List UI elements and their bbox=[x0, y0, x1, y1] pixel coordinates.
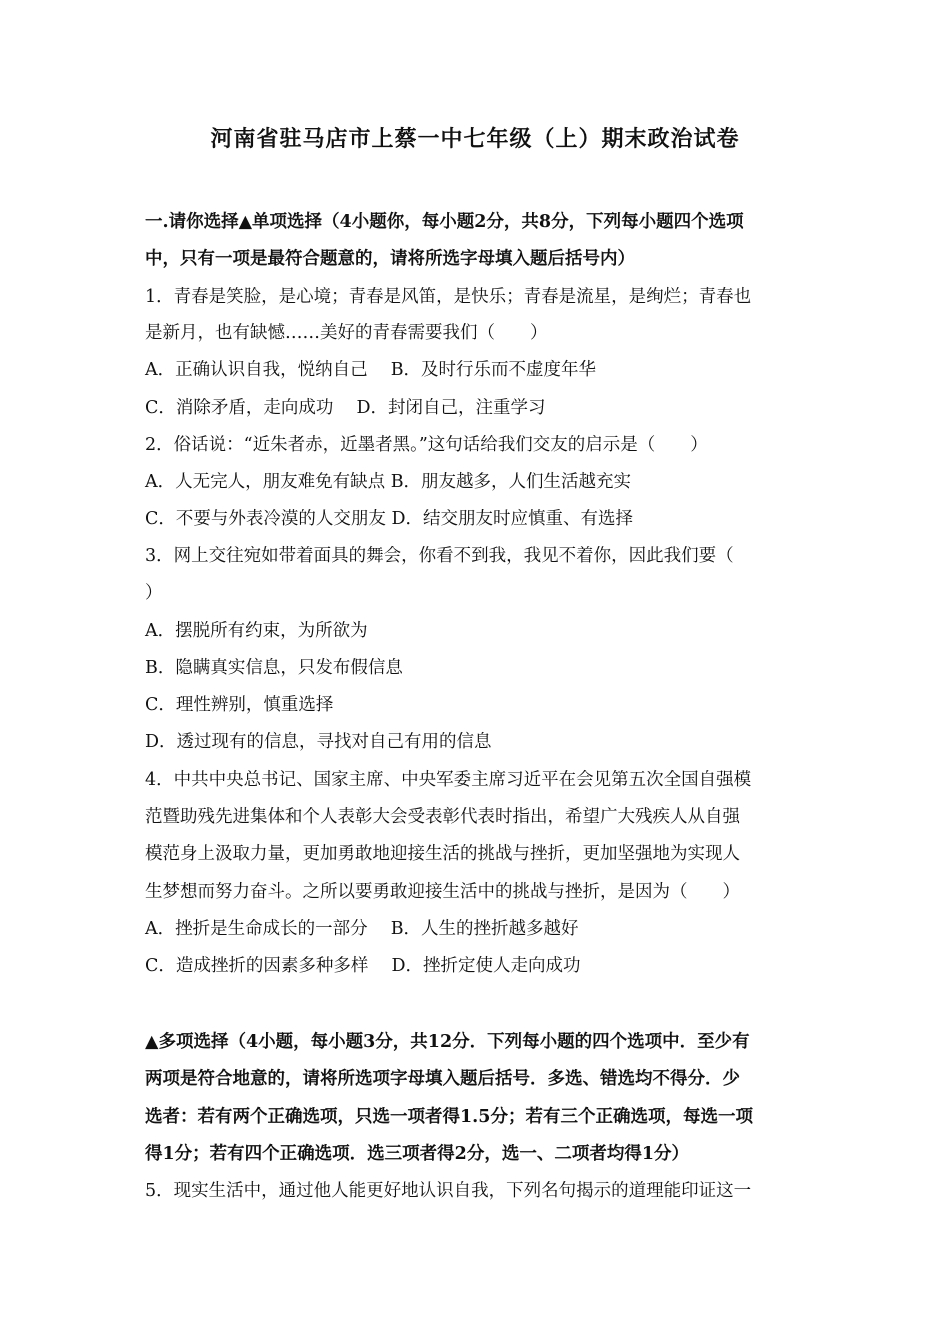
q2-stem-line-1: 2．俗话说：“近朱者赤，近墨者黑。”这句话给我们交友的启示是（ ） bbox=[145, 435, 708, 455]
section2-heading-line-2: 两项是符合地意的，请将所选项字母填入题后括号．多选、错选均不得分．少 bbox=[145, 1069, 740, 1089]
q1-options-line-1: A．正确认识自我，悦纳自己 B．及时行乐而不虚度年华 bbox=[145, 360, 597, 380]
q3-stem-line-2: ） bbox=[145, 583, 163, 603]
q2-options-line-1: A．人无完人，朋友难免有缺点 B．朋友越多，人们生活越充实 bbox=[145, 472, 632, 492]
q3-option-c: C．理性辨别，慎重选择 bbox=[145, 695, 334, 715]
q4-options-line-2: C．造成挫折的因素多种多样 D．挫折定使人走向成功 bbox=[145, 956, 581, 976]
q3-option-d: D．透过现有的信息，寻找对自己有用的信息 bbox=[145, 732, 492, 752]
q2-options-line-2: C．不要与外表冷漠的人交朋友 D．结交朋友时应慎重、有选择 bbox=[145, 509, 633, 529]
q3-option-a: A．摆脱所有约束，为所欲为 bbox=[145, 621, 368, 641]
section2-heading-line-4: 得1分；若有四个正确选项．选三项者得2分，选一、二项者均得1分） bbox=[145, 1144, 690, 1164]
q4-stem-line-3: 模范身上汲取力量，更加勇敢地迎接生活的挑战与挫折，更加坚强地为实现人 bbox=[145, 844, 740, 864]
q4-stem-line-1: 4．中共中央总书记、国家主席、中央军委主席习近平在会见第五次全国自强模 bbox=[145, 770, 752, 790]
q1-stem-line-1: 1．青春是笑脸，是心境；青春是风笛，是快乐；青春是流星，是绚烂；青春也 bbox=[145, 287, 752, 307]
section2-heading-line-3: 选者：若有两个正确选项，只选一项者得1.5分；若有三个正确选项，每选一项 bbox=[145, 1107, 753, 1127]
q1-stem-line-2: 是新月，也有缺憾……美好的青春需要我们（ ） bbox=[145, 323, 548, 343]
section2-heading-line-1: ▲多项选择（4小题，每小题3分，共12分．下列每小题的四个选项中．至少有 bbox=[145, 1032, 750, 1052]
q4-options-line-1: A．挫折是生命成长的一部分 B．人生的挫折越多越好 bbox=[145, 919, 579, 939]
q3-stem-line-1: 3．网上交往宛如带着面具的舞会，你看不到我，我见不着你，因此我们要（ bbox=[145, 546, 734, 566]
exam-title: 河南省驻马店市上蔡一中七年级（上）期末政治试卷 bbox=[210, 126, 740, 152]
q1-options-line-2: C．消除矛盾，走向成功 D．封闭自己，注重学习 bbox=[145, 398, 546, 418]
q3-option-b: B．隐瞒真实信息，只发布假信息 bbox=[145, 658, 403, 678]
q5-stem-line-1: 5．现实生活中，通过他人能更好地认识自我，下列名句揭示的道理能印证这一 bbox=[145, 1181, 752, 1201]
section1-heading-line-2: 中，只有一项是最符合题意的，请将所选字母填入题后括号内） bbox=[145, 249, 635, 269]
q4-stem-line-4: 生梦想而努力奋斗。之所以要勇敢迎接生活中的挑战与挫折，是因为（ ） bbox=[145, 882, 740, 902]
section1-heading-line-1: 一.请你选择▲单项选择（4小题你，每小题2分，共8分，下列每小题四个选项 bbox=[145, 212, 744, 232]
q4-stem-line-2: 范暨助残先进集体和个人表彰大会受表彰代表时指出，希望广大残疾人从自强 bbox=[145, 807, 740, 827]
